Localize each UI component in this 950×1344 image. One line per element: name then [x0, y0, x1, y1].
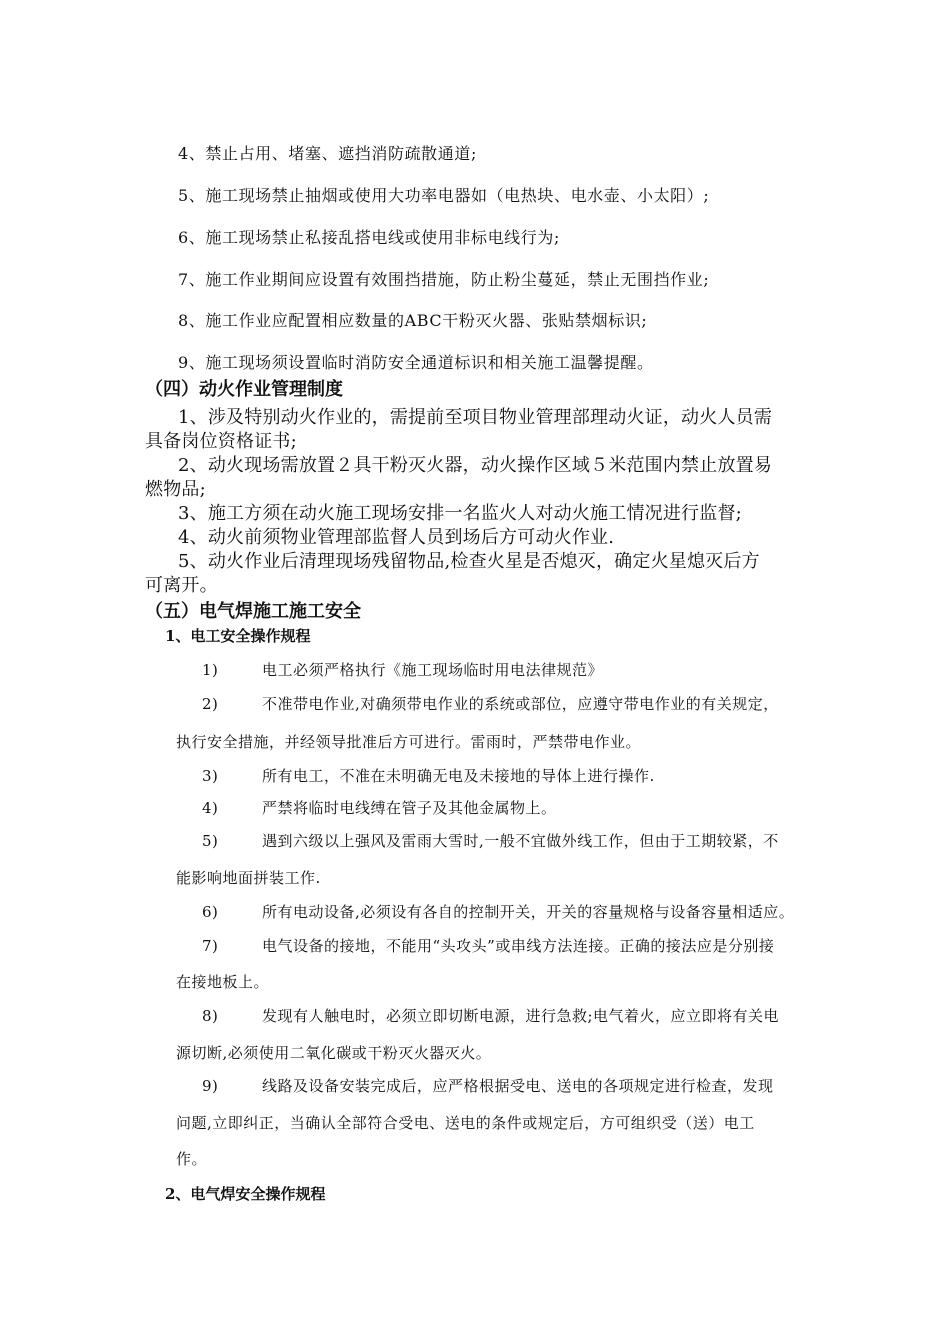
subsection-heading: 1、电工安全操作规程	[165, 627, 311, 645]
list-item-continuation: 源切断,必须使用二氧化碳或干粉灭火器灭火。	[176, 1044, 492, 1062]
paragraph-line: 燃物品;	[145, 479, 206, 500]
item-number: 4)	[202, 799, 219, 817]
list-item	[202, 935, 774, 956]
list-item-continuation: 在接地板上。	[176, 973, 270, 991]
item-text: 所有电工，不准在未明确无电及未接地的导体上进行操作.	[262, 767, 655, 785]
list-item	[202, 659, 603, 680]
item-number: 8)	[202, 1007, 219, 1025]
list-item	[202, 901, 794, 922]
item-number: 6)	[202, 903, 219, 921]
list-item	[202, 1075, 774, 1096]
list-item-continuation: 执行安全措施，并经领导批准后方可进行。雷雨时，严禁带电作业。	[176, 733, 642, 751]
list-item	[202, 693, 779, 714]
item-text: 电气设备的接地，不能用“头攻头”或串线方法连接。正确的接法应是分别接	[262, 937, 775, 955]
item-text: 线路及设备安装完成后，应严格根据受电、送电的各项规定进行检查，发现	[262, 1077, 774, 1095]
item-number: 2)	[202, 695, 219, 713]
paragraph-line: 具备岗位资格证书;	[145, 431, 297, 452]
paragraph-line: 2、动火现场需放置２具干粉灭火器，动火操作区域５米范围内禁止放置易	[178, 455, 773, 476]
item-text: 所有电动设备,必须设有各自的控制开关，开关的容量规格与设备容量相适应。	[262, 903, 795, 921]
item-number: 1)	[202, 661, 219, 679]
rule-line: 8、施工作业应配置相应数量的ABC干粉灭火器、张贴禁烟标识;	[178, 311, 648, 330]
item-text: 严禁将临时电线缚在管子及其他金属物上。	[262, 799, 557, 817]
item-text: 发现有人触电时，必须立即切断电源，进行急救;电气着火，应立即将有关电	[262, 1007, 780, 1025]
rule-line: 7、施工作业期间应设置有效围挡措施，防止粉尘蔓延，禁止无围挡作业;	[178, 270, 710, 289]
item-number: 3)	[202, 767, 219, 785]
paragraph-line: 4、动火前须物业管理部监督人员到场后方可动火作业.	[178, 527, 615, 548]
rule-line: 9、施工现场须设置临时消防安全通道标识和相关施工温馨提醒。	[178, 353, 654, 372]
item-text: 电工必须严格执行《施工现场临时用电法律规范》	[262, 661, 604, 679]
rule-line: 5、施工现场禁止抽烟或使用大功率电器如（电热块、电水壶、小太阳）;	[178, 186, 710, 205]
item-number: 9)	[202, 1077, 219, 1095]
item-text: 不准带电作业,对确须带电作业的系统或部位，应遵守带电作业的有关规定，	[262, 695, 779, 713]
paragraph-line: 1、涉及特别动火作业的，需提前至项目物业管理部理动火证，动火人员需	[178, 407, 773, 428]
section-heading: （五）电气焊施工施工安全	[145, 601, 361, 622]
list-item-continuation: 作。	[176, 1150, 208, 1168]
rule-line: 4、禁止占用、堵塞、遮挡消防疏散通道;	[178, 144, 477, 163]
rule-line: 6、施工现场禁止私接乱搭电线或使用非标电线行为;	[178, 228, 560, 247]
item-number: 5)	[202, 832, 219, 850]
list-item	[202, 830, 779, 851]
list-item	[202, 765, 655, 786]
paragraph-line: 3、施工方须在动火施工现场安排一名监火人对动火施工情况进行监督;	[178, 503, 742, 524]
item-number: 7)	[202, 937, 219, 955]
paragraph-line: 5、动火作业后清理现场残留物品,检查火星是否熄灭，确定火星熄灭后方	[178, 551, 760, 572]
subsection-heading: 2、电气焊安全操作规程	[165, 1185, 326, 1203]
list-item	[202, 1005, 779, 1026]
list-item-continuation: 问题,立即纠正，当确认全部符合受电、送电的条件或规定后，方可组织受（送）电工	[176, 1114, 755, 1132]
list-item	[202, 797, 557, 818]
section-heading: （四）动火作业管理制度	[145, 379, 343, 400]
paragraph-line: 可离开。	[145, 575, 218, 596]
list-item-continuation: 能影响地面拼装工作.	[176, 869, 321, 887]
item-text: 遇到六级以上强风及雷雨大雪时,一般不宜做外线工作，但由于工期较紧，不	[262, 832, 779, 850]
